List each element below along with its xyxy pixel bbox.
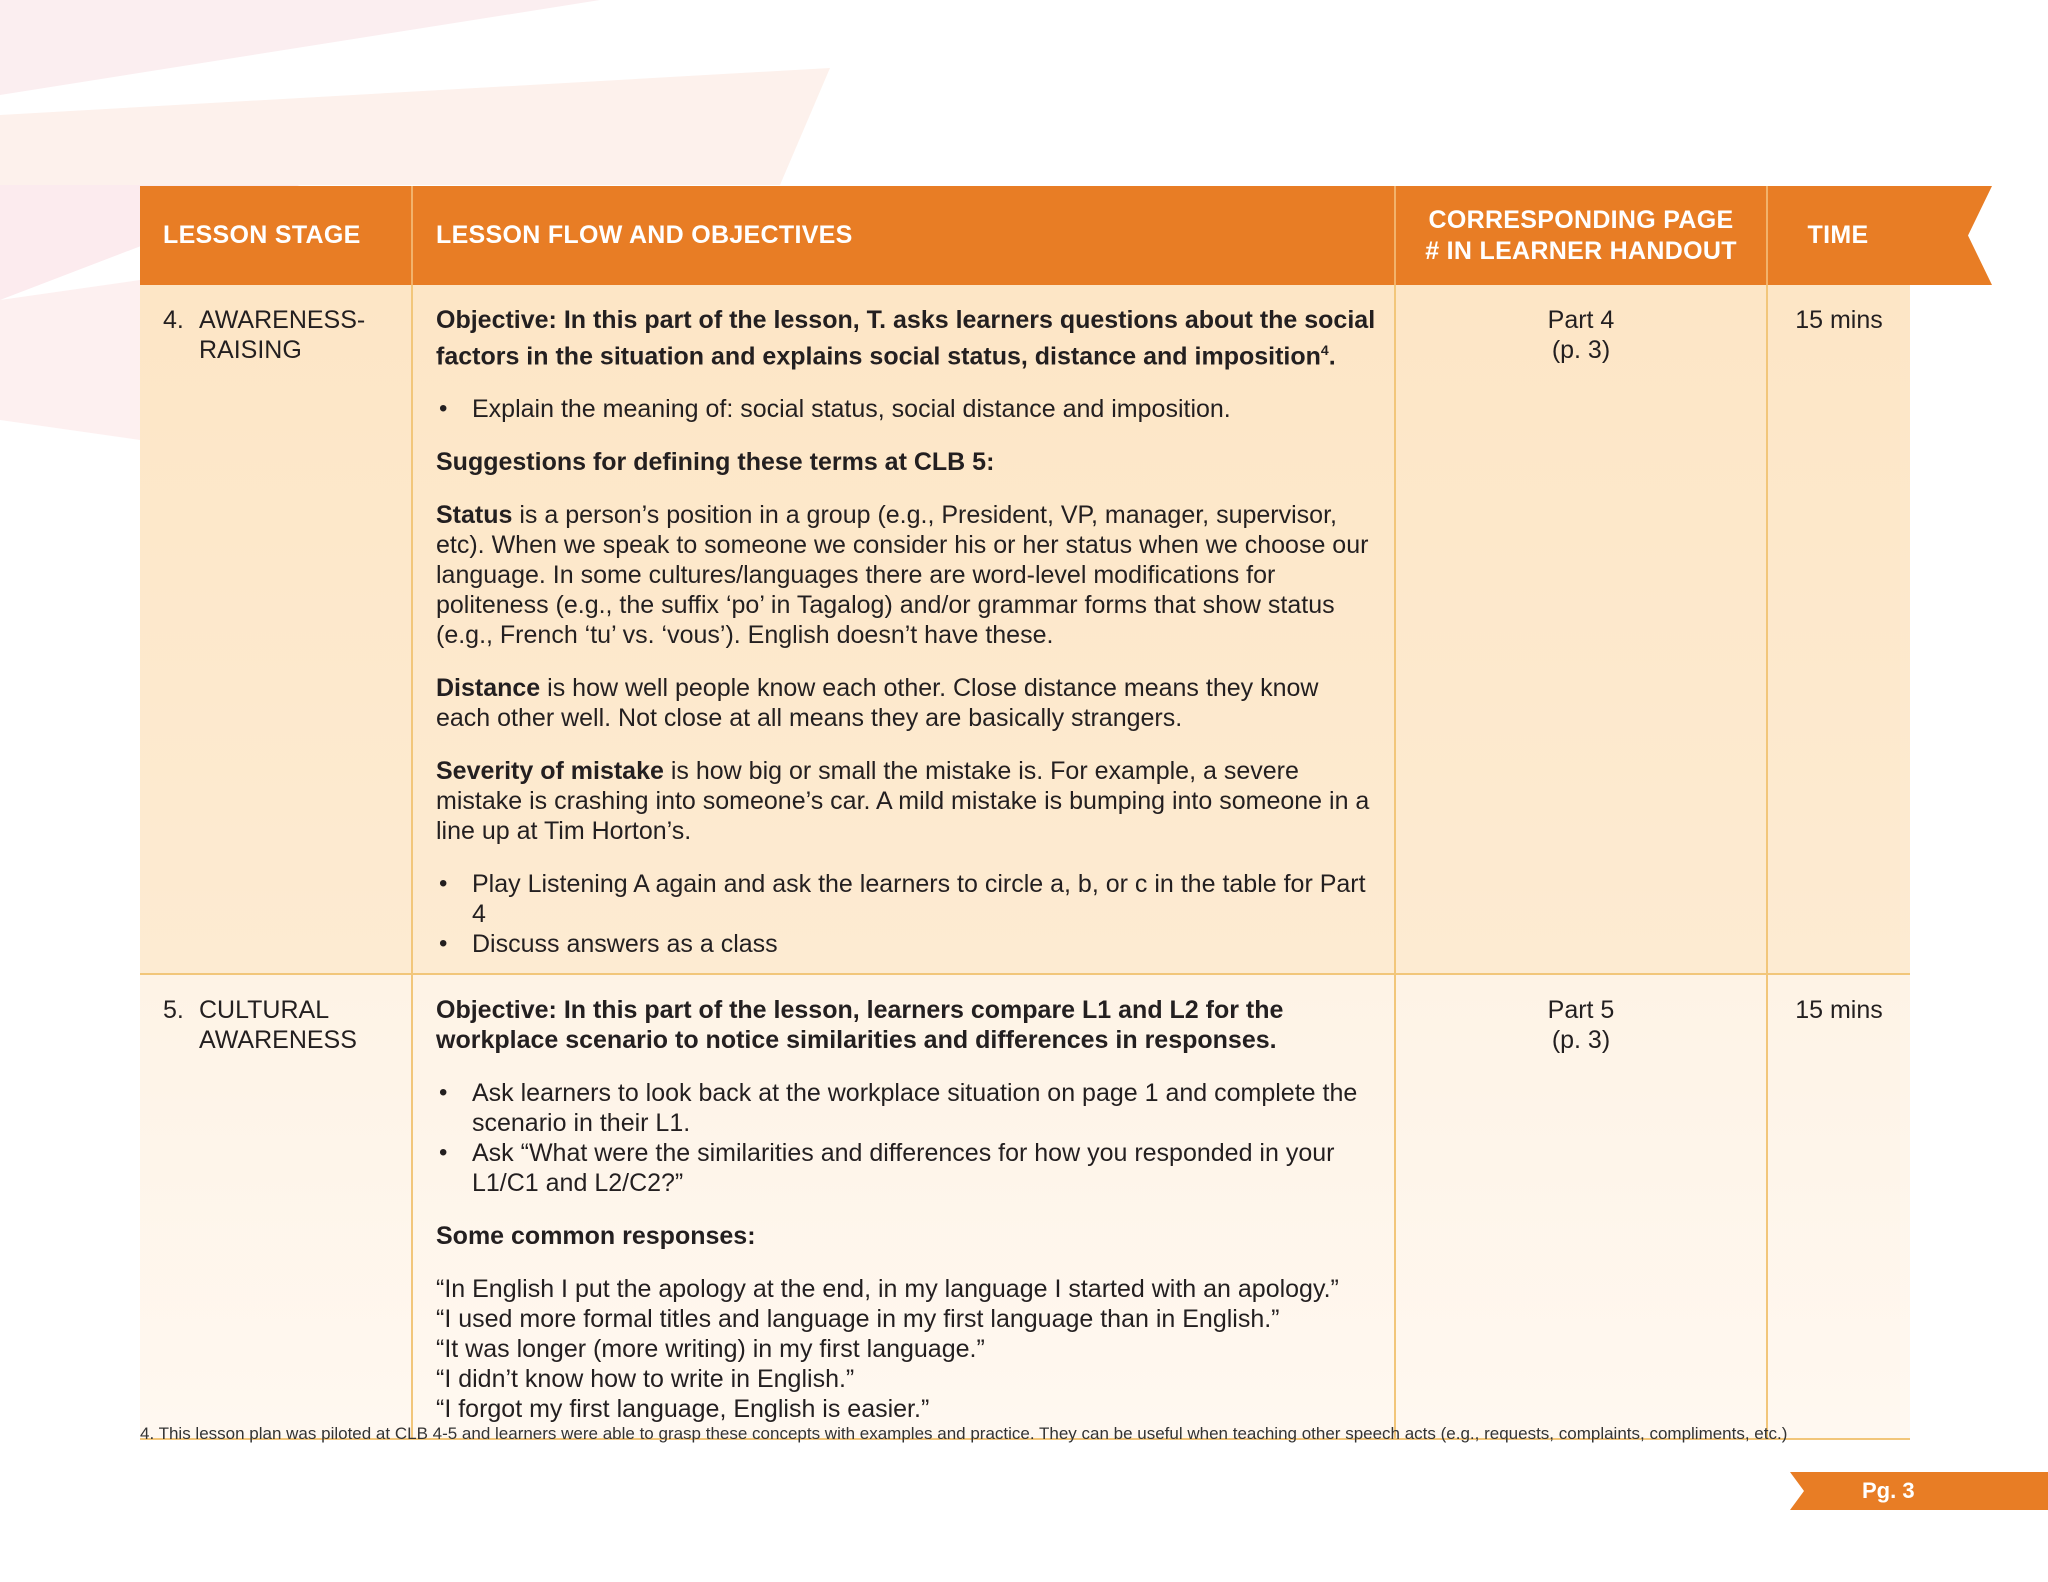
lesson-table	[140, 186, 1910, 1440]
responses-list	[436, 1274, 1376, 1424]
definition-term: Distance	[436, 674, 541, 703]
stage-label: AWARENESS- RAISING	[199, 306, 366, 364]
table-header	[140, 186, 1910, 285]
table-row	[140, 285, 1910, 975]
response-quote: “It was longer (more writing) in my first language.”	[436, 1335, 985, 1364]
page-reference: Part 4 (p. 3)	[1547, 306, 1615, 364]
header-corresponding-page-text: CORRESPONDING PAGE # IN LEARNER HANDOUT	[1425, 205, 1737, 265]
time-value: 15 mins	[1795, 996, 1883, 1025]
time-value: 15 mins	[1795, 306, 1883, 334]
definition-text: is how well people know each other. Close distance means they know each other well. Not close at all means they are basically strangers.	[436, 674, 1319, 733]
time-cell	[1768, 285, 1910, 973]
page-number: Pg. 3	[1862, 1478, 1915, 1503]
stage-cell	[140, 285, 413, 973]
definition-term: Severity of mistake	[436, 757, 664, 786]
response-quote: “In English I put the apology at the end, in my language I started with an apology.”	[436, 1275, 1339, 1304]
objective-period: .	[1328, 342, 1336, 371]
list-item: • Discuss answers as a class	[436, 929, 1376, 959]
stage-cell	[140, 975, 413, 1438]
list-item: • Play Listening A again and ask the learners to circle a, b, or c in the table for Part 4	[436, 869, 1376, 929]
stage-number: 4.	[163, 306, 184, 334]
footnote-ref: 4	[1320, 342, 1329, 358]
definition-text: is how big or small the mistake is. For example, a severe mistake is crashing into someone’s car. A mild mistake is bumping into someone in a line up at Tim Horton’s.	[436, 757, 1370, 846]
page-cell	[1396, 975, 1768, 1438]
footnote: 4. This lesson plan was piloted at CLB 4-5 and learners were able to grasp these concepts with examples and practice. They can be useful when teaching other speech acts (e.g., requests, complaints, compliments, etc.)	[140, 1424, 1788, 1443]
response-quote: “I didn’t know how to write in English.”	[436, 1365, 855, 1394]
page-number-tab	[1790, 1472, 2048, 1510]
header-flag-tail	[1908, 186, 1992, 285]
flow-cell	[413, 975, 1396, 1438]
page-reference: Part 5 (p. 3)	[1547, 996, 1615, 1055]
objective-body: Objective: In this part of the lesson, T. asks learners questions about the social factors in the situation and explains social status, distance and imposition	[436, 306, 1376, 371]
definition-distance	[436, 673, 1376, 733]
bullet-list	[436, 1078, 1376, 1198]
header-corresponding-page	[1396, 186, 1768, 285]
bullet-list	[436, 394, 1376, 424]
response-quote: “I forgot my first language, English is easier.”	[436, 1395, 930, 1424]
stage-label: CULTURAL AWARENESS	[199, 996, 357, 1055]
list-item: • Ask learners to look back at the workplace situation on page 1 and complete the scenario in their L1.	[436, 1078, 1376, 1138]
list-item: • Explain the meaning of: social status, social distance and imposition.	[436, 394, 1376, 424]
suggestions-heading: Suggestions for defining these terms at CLB 5:	[436, 448, 995, 477]
definition-status	[436, 500, 1376, 650]
flow-cell	[413, 285, 1396, 973]
table-row	[140, 975, 1910, 1440]
list-item: • Ask “What were the similarities and differences for how you responded in your L1/C1 and L2/C2?”	[436, 1138, 1376, 1198]
header-lesson-stage: LESSON STAGE	[140, 186, 413, 285]
definition-term: Status	[436, 501, 513, 530]
header-time: TIME	[1768, 186, 1910, 285]
time-cell	[1768, 975, 1910, 1438]
objective-text	[436, 305, 1376, 371]
page-cell	[1396, 285, 1768, 973]
responses-heading: Some common responses:	[436, 1222, 756, 1251]
objective-text: Objective: In this part of the lesson, learners compare L1 and L2 for the workplace scenario to notice similarities and differences in responses.	[436, 996, 1284, 1055]
bullet-list	[436, 869, 1376, 959]
header-lesson-flow: LESSON FLOW AND OBJECTIVES	[413, 186, 1396, 285]
definition-severity	[436, 756, 1376, 846]
definition-text: is a person’s position in a group (e.g., President, VP, manager, supervisor, etc). When we speak to someone we consider his or her status when we choose our language. In some cultures/languages there are word-level modifications for politeness (e.g., the suffix ‘po’ in Tagalog) and/or grammar forms that show status (e.g., French ‘tu’ vs. ‘vous’). English doesn’t have these.	[436, 501, 1369, 650]
response-quote: “I used more formal titles and language in my first language than in English.”	[436, 1305, 1280, 1334]
stage-number: 5.	[163, 996, 184, 1025]
